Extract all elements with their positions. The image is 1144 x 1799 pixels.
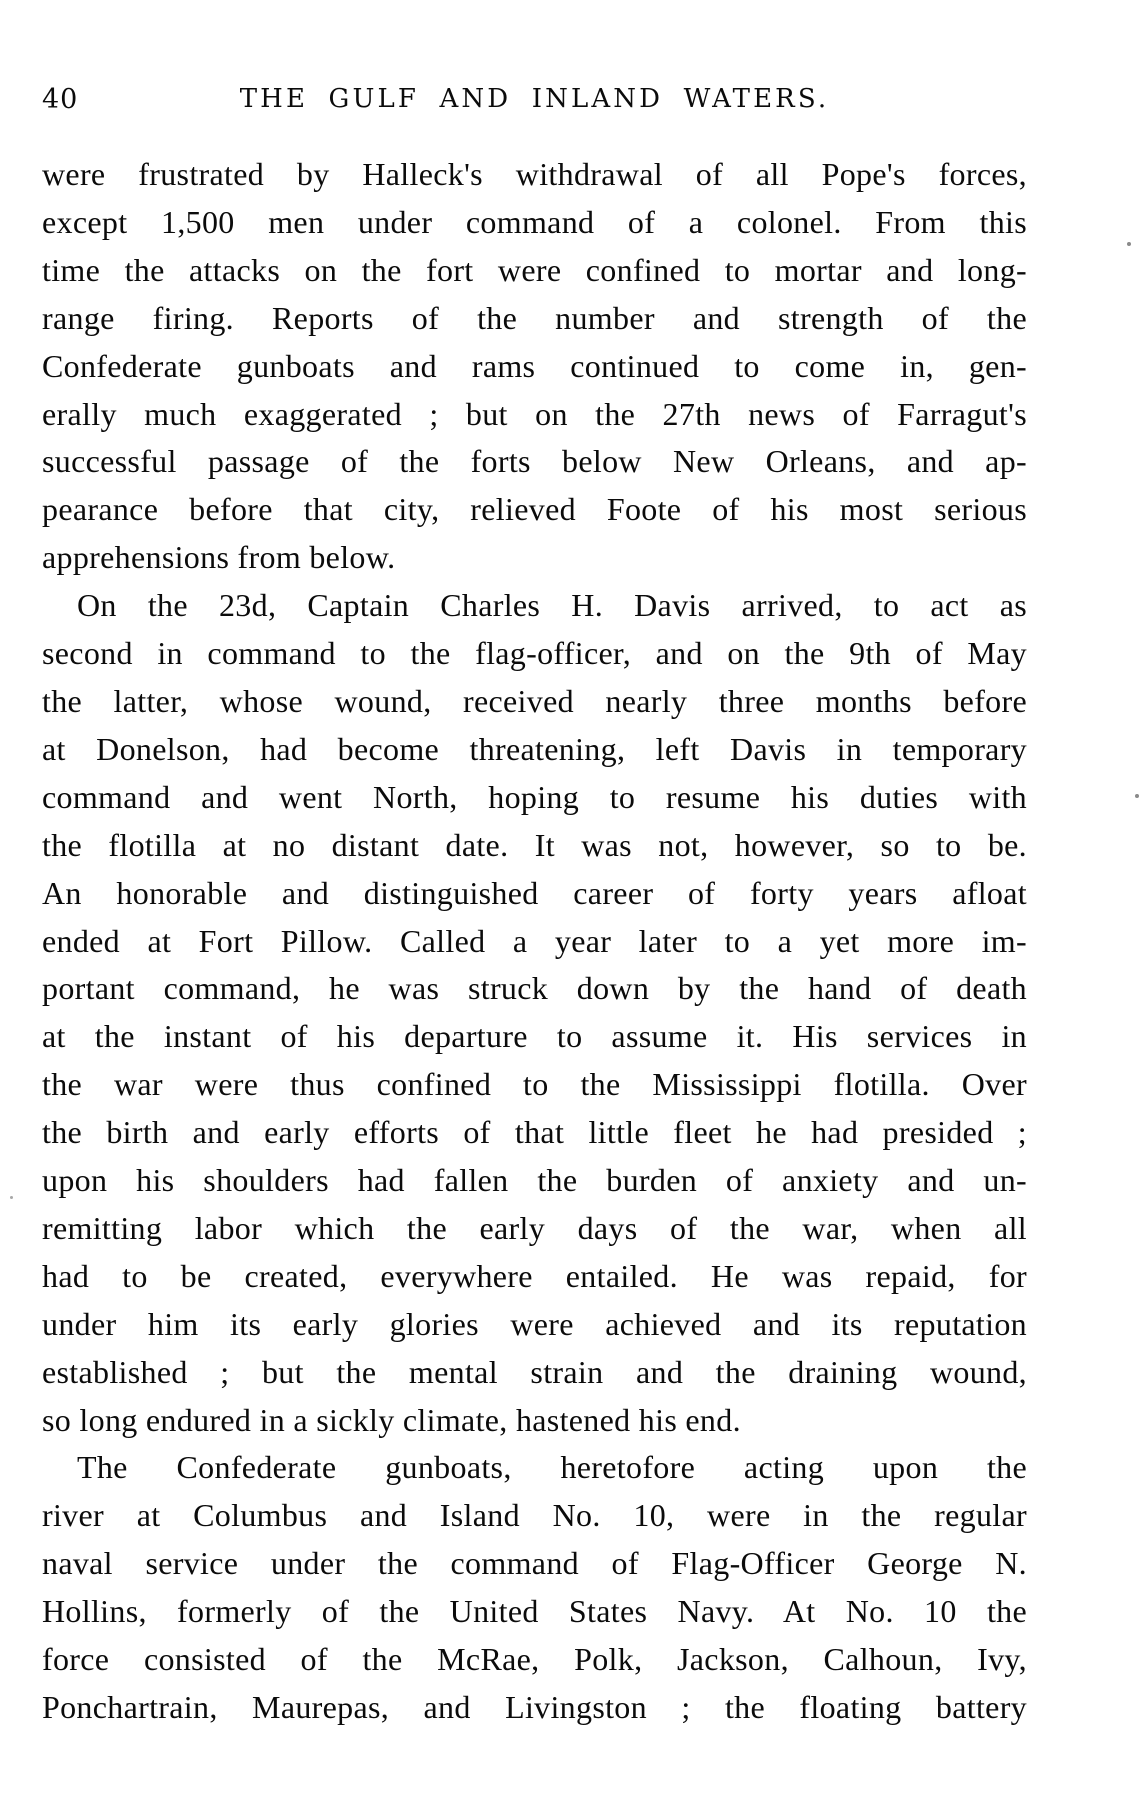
text-line: established ; but the mental strain and the draining wound, bbox=[42, 1353, 1027, 1390]
text-line: except 1,500 men under command of a colonel. From this bbox=[42, 203, 1027, 240]
text-line: range firing. Reports of the number and strength of the bbox=[42, 299, 1027, 336]
text-line: at the instant of his departure to assume it. His services in bbox=[42, 1018, 1027, 1055]
scan-speck bbox=[1127, 242, 1131, 246]
text-line: the latter, whose wound, received nearly three months before bbox=[42, 682, 1027, 719]
text-line: the flotilla at no distant date. It was not, however, so to be. bbox=[42, 826, 1027, 863]
text-line: under him its early glories were achieved and its reputation bbox=[42, 1305, 1027, 1342]
text-line: portant command, he was struck down by the hand of death bbox=[42, 970, 1027, 1007]
text-line: were frustrated by Halleck's withdrawal of all Pope's forces, bbox=[42, 156, 1027, 192]
text-line: naval service under the command of Flag-Officer George N. bbox=[42, 1545, 1027, 1582]
scan-speck bbox=[1135, 794, 1139, 798]
text-line: successful passage of the forts below New Orleans, and ap- bbox=[42, 443, 1027, 480]
text-line: second in command to the flag-officer, and on the 9th of May bbox=[42, 635, 1027, 672]
text-line: time the attacks on the fort were confined to mortar and long- bbox=[42, 251, 1027, 288]
running-header bbox=[42, 82, 1027, 116]
text-line: force consisted of the McRae, Polk, Jackson, Calhoun, Ivy, bbox=[42, 1641, 1027, 1678]
text-line: erally much exaggerated ; but on the 27th news of Farragut's bbox=[42, 395, 1027, 432]
text-line: at Donelson, had become threatening, left Davis in temporary bbox=[42, 730, 1027, 767]
text-block bbox=[42, 151, 1027, 1732]
text-line: river at Columbus and Island No. 10, were in the regular bbox=[42, 1497, 1027, 1534]
text-line: pearance before that city, relieved Foote of his most serious bbox=[42, 491, 1027, 528]
scan-speck bbox=[10, 1196, 13, 1199]
text-line: Hollins, formerly of the United States Navy. At No. 10 the bbox=[42, 1593, 1027, 1630]
text-line: ended at Fort Pillow. Called a year later to a yet more im- bbox=[42, 922, 1027, 959]
page-title: THE GULF AND INLAND WATERS. bbox=[239, 84, 830, 114]
text-line: Ponchartrain, Maurepas, and Livingston ; the floating battery bbox=[42, 1689, 1027, 1725]
text-line: An honorable and distinguished career of forty years afloat bbox=[42, 874, 1027, 911]
text-line: apprehensions from below. bbox=[42, 539, 396, 576]
text-line: so long endured in a sickly climate, hastened his end. bbox=[42, 1401, 741, 1438]
text-line: had to be created, everywhere entailed. He was repaid, for bbox=[42, 1257, 1027, 1294]
page-number: 40 bbox=[42, 84, 79, 115]
text-line: On the 23d, Captain Charles H. Davis arrived, to act as bbox=[77, 587, 1027, 624]
text-line: Confederate gunboats and rams continued to come in, gen- bbox=[42, 347, 1027, 384]
text-line: the birth and early efforts of that little fleet he had presided ; bbox=[42, 1114, 1027, 1151]
text-line: The Confederate gunboats, heretofore acting upon the bbox=[77, 1449, 1027, 1486]
text-line: the war were thus confined to the Mississippi flotilla. Over bbox=[42, 1066, 1027, 1103]
text-line: upon his shoulders had fallen the burden of anxiety and un- bbox=[42, 1162, 1027, 1199]
text-line: remitting labor which the early days of the war, when all bbox=[42, 1209, 1027, 1246]
text-line: command and went North, hoping to resume his duties with bbox=[42, 778, 1027, 815]
